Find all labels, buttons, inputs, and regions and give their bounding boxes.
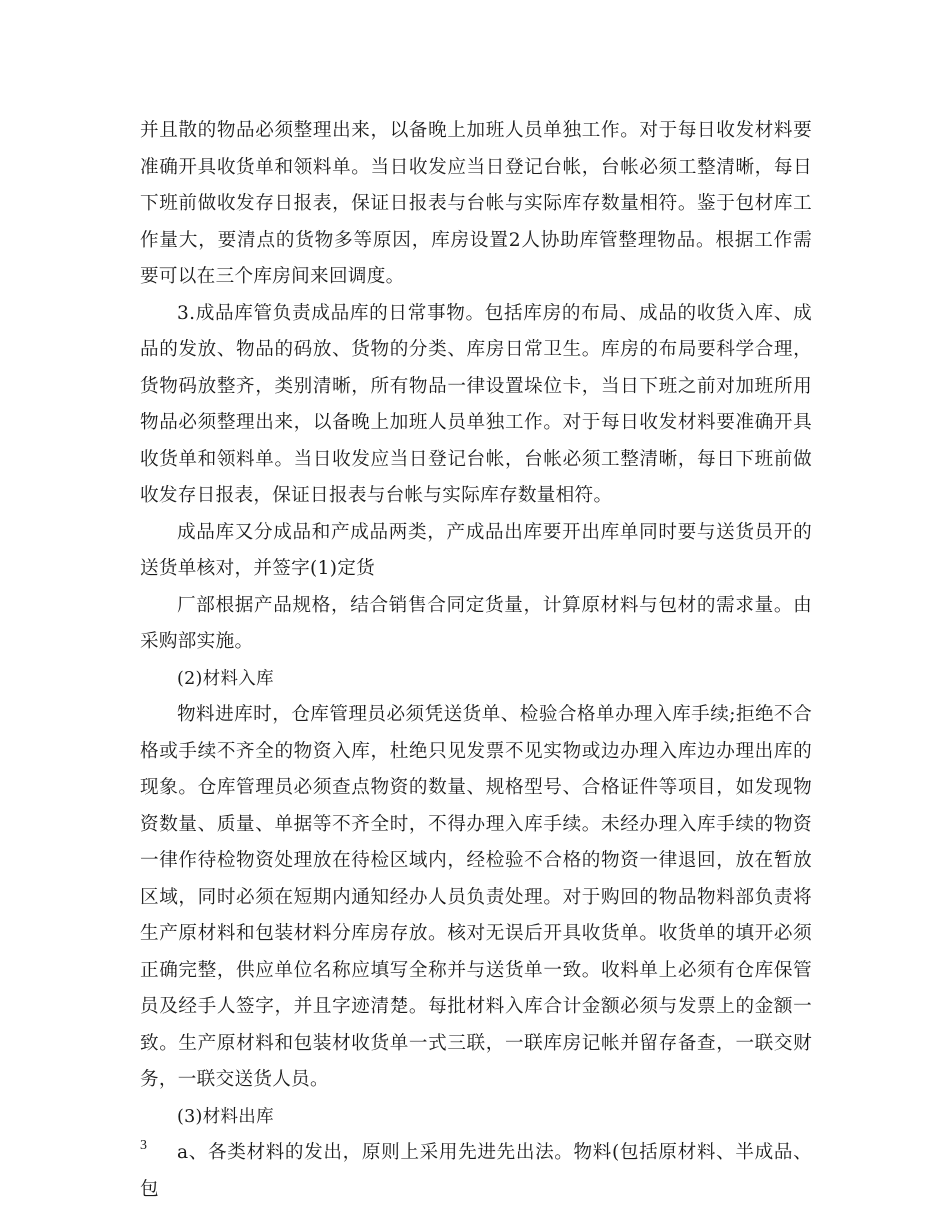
page-number: 3	[140, 1138, 147, 1153]
paragraph-finished-goods-keeper: 3.成品库管负责成品库的日常事物。包括库房的布局、成品的收货入库、成品的发放、物品的码放、货物的分类、库房日常卫生。库房的布局要科学合理，货物码放整齐，类别清晰，所有物品一律设置垛位卡，当日下班之前对加班所用物品必须整理出来，以备晚上加班人员单独工作。对于每日收发材料要准确开具收货单和领料单。当日收发应当日登记台帐，台帐必须工整清晰，每日下班前做收发存日报表，保证日报表与台帐与实际库存数量相符。	[140, 302, 812, 506]
heading-material-outbound: (3)材料出库	[177, 1106, 274, 1127]
paragraph-material-inbound: 物料进库时，仓库管理员必须凭送货单、检验合格单办理入库手续;拒绝不合格或手续不齐全的物资入库，杜绝只见发票不见实物或边办理入库边办理出库的现象。仓库管理员必须查点物资的数量、规格型号、合格证件等项目，如发现物资数量、质量、单据等不齐全时，不得办理入库手续。未经办理入库手续的物资一律作待检物资处理放在待检区域内，经检验不合格的物资一律退回，放在暂放区域，同时必须在短期内通知经办人员负责处理。对于购回的物品物料部负责将生产原材料和包装材料分库房存放。核对无误后开具收货单。收货单的填开必须正确完整，供应单位名称应填写全称并与送货单一致。收料单上必须有仓库保管员及经手人签字，并且字迹清楚。每批材料入库合计金额必须与发票上的金额一致。生产原材料和包装材收货单一式三联，一联库房记帐并留存备查，一联交财务，一联交送货人员。	[140, 704, 812, 1090]
paragraph-continuation: 并且散的物品必须整理出来，以备晚上加班人员单独工作。对于每日收发材料要准确开具收货单和领料单。当日收发应当日登记台帐，台帐必须工整清晰，每日下班前做收发存日报表，保证日报表与台帐与实际库存数量相符。鉴于包材库工作量大，要清点的货物多等原因，库房设置2人协助库管整理物品。根据工作需要可以在三个库房间来回调度。	[140, 120, 812, 287]
heading-material-inbound: (2)材料入库	[177, 668, 274, 689]
body-text	[140, 113, 812, 1208]
paragraph-finished-goods-types: 成品库又分成品和产成品两类，产成品出库要开出库单同时要与送货员开的送货单核对，并签字(1)定货	[140, 521, 812, 579]
paragraph-ordering: 厂部根据产品规格，结合销售合同定货量，计算原材料与包材的需求量。由采购部实施。	[140, 594, 812, 652]
paragraph-material-outbound: a、各类材料的发出，原则上采用先进先出法。物料(包括原材料、半成品、包	[140, 1142, 812, 1200]
